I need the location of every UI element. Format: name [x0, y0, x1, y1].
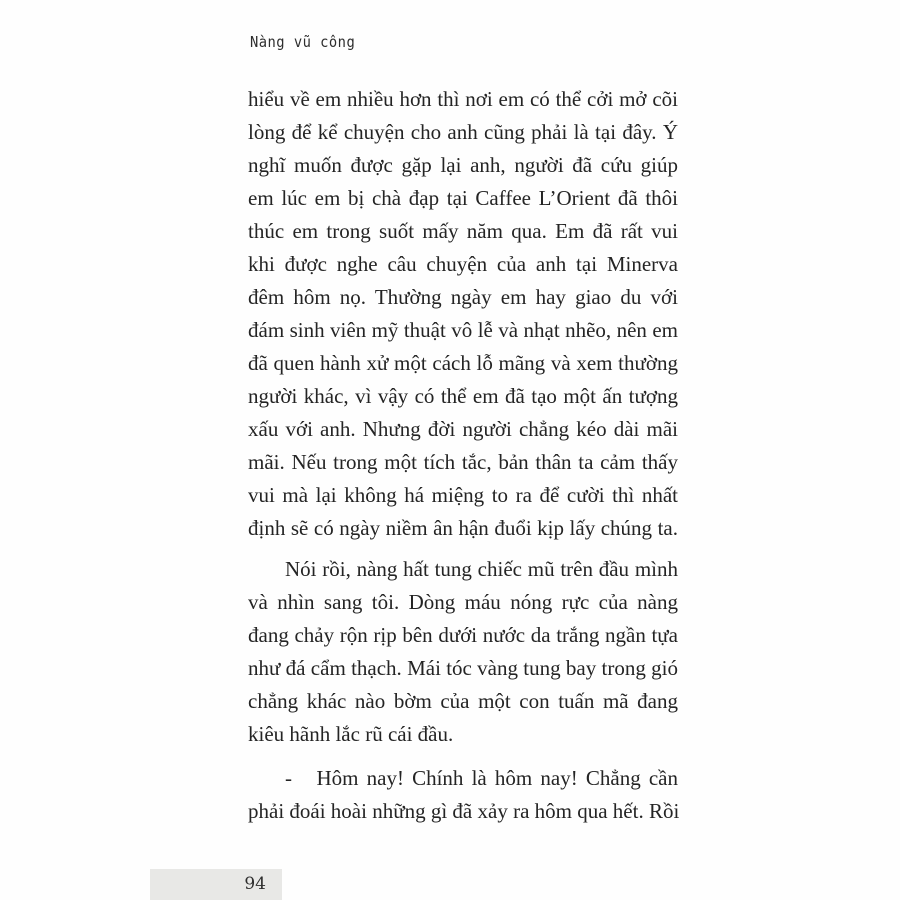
page-number: 94 [244, 874, 266, 894]
running-head: Nàng vũ công [250, 33, 356, 51]
text-line: lòng để kể chuyện cho anh cũng phải là tại đây. Ý [248, 120, 678, 144]
page-number-badge [150, 869, 282, 900]
body-paragraph [248, 553, 678, 751]
body-text [248, 83, 678, 828]
text-line: như đá cẩm thạch. Mái tóc vàng tung bay trong gió [248, 656, 678, 680]
text-line: định sẽ có ngày niềm ân hận đuổi kịp lấy chúng ta. [248, 516, 678, 540]
text-line: đám sinh viên mỹ thuật vô lễ và nhạt nhẽo, nên em [248, 318, 678, 342]
text-line: đêm hôm nọ. Thường ngày em hay giao du với [248, 285, 678, 309]
text-line: vui mà lại không há miệng to ra để cười thì nhất [248, 483, 678, 507]
text-line: đã quen hành xử một cách lỗ mãng và xem thường [248, 351, 678, 375]
text-line: và nhìn sang tôi. Dòng máu nóng rực của nàng [248, 590, 678, 614]
text-line: đang chảy rộn rịp bên dưới nước da trắng ngần tựa [248, 623, 678, 647]
text-line: phải đoái hoài những gì đã xảy ra hôm qua hết. Rồi [248, 799, 680, 823]
text-line: hiểu về em nhiều hơn thì nơi em có thể cởi mở cõi [248, 87, 678, 111]
text-line: người khác, vì vậy có thể em đã tạo một ấn tượng [248, 384, 678, 408]
text-line: kiêu hãnh lắc rũ cái đầu. [248, 722, 454, 746]
text-line: chẳng khác nào bờm của một con tuấn mã đang [248, 689, 678, 713]
body-paragraph [248, 762, 678, 828]
text-line: khi được nghe câu chuyện của anh tại Minerva [248, 252, 678, 276]
text-line: mãi. Nếu trong một tích tắc, bản thân ta cảm thấy [248, 450, 678, 474]
text-line: thúc em trong suốt mấy năm qua. Em đã rất vui [248, 219, 678, 243]
body-paragraph [248, 83, 678, 545]
text-line: em lúc em bị chà đạp tại Caffee L’Orient đã thôi [248, 186, 678, 210]
text-line: nghĩ muốn được gặp lại anh, người đã cứu giúp [248, 153, 678, 177]
text-line: xấu với anh. Nhưng đời người chẳng kéo dài mãi [248, 417, 678, 441]
text-line: Nói rồi, nàng hất tung chiếc mũ trên đầu mình [285, 557, 678, 581]
text-line: - Hôm nay! Chính là hôm nay! Chẳng cần [285, 766, 678, 790]
